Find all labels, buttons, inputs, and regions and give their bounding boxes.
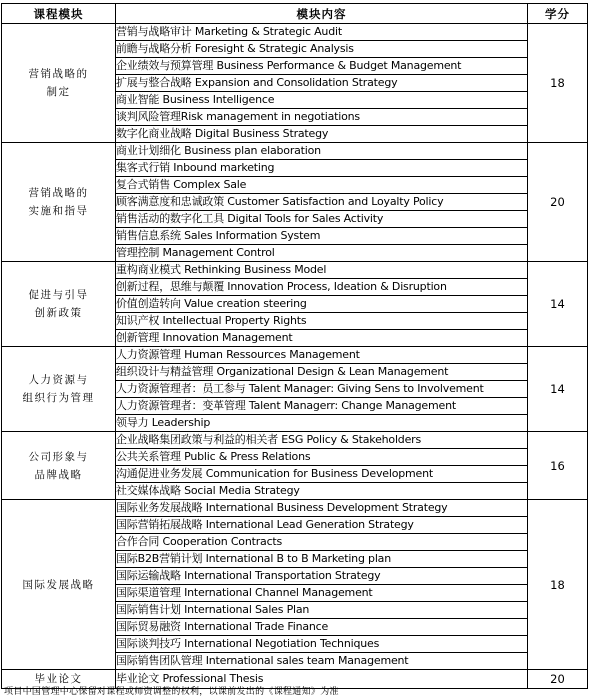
module-cell: 国际渠道管理 International Channel Management <box>116 585 528 602</box>
module-cell: 重构商业模式 Rethinking Business Model <box>116 262 528 279</box>
module-cell: 国际营销拓展战略 International Lead Generation Strategy <box>116 517 528 534</box>
credits-cell: 18 <box>528 500 588 670</box>
credits-cell: 14 <box>528 262 588 347</box>
module-cell: 领导力 Leadership <box>116 415 528 432</box>
category-cell <box>2 432 116 500</box>
module-cell: 组织设计与精益管理 Organizational Design & Lean Management <box>116 364 528 381</box>
module-cell: 企业绩效与预算管理 Business Performance & Budget Management <box>116 58 528 75</box>
module-cell: 国际销售团队管理 International sales team Management <box>116 653 528 670</box>
module-cell: 价值创造转向 Value creation steering <box>116 296 528 313</box>
category-label: 营销战略的 <box>28 187 89 199</box>
table-row <box>2 500 588 517</box>
table-row <box>2 143 588 160</box>
category-label: 创新政策 <box>34 307 83 319</box>
category-label: 公司形象与 <box>28 450 89 463</box>
module-cell: 企业战略集团政策与利益的相关者 ESG Policy & Stakeholders <box>116 432 528 449</box>
category-cell <box>2 143 116 262</box>
table-header-row <box>2 4 588 24</box>
footnote: 项目中国管理中心保留对课程或师资调整的权利，以课前发出的《课程通知》为准 <box>4 687 339 697</box>
category-label: 人力资源与 <box>28 374 89 386</box>
header-credits: 学分 <box>528 4 588 24</box>
category-cell <box>2 347 116 432</box>
module-cell: 销售活动的数字化工具 Digital Tools for Sales Activity <box>116 211 528 228</box>
module-cell: 创新管理 Innovation Management <box>116 330 528 347</box>
module-cell: 沟通促进业务发展 Communication for Business Development <box>116 466 528 483</box>
module-cell: 国际贸易融资 International Trade Finance <box>116 619 528 636</box>
category-cell <box>2 500 116 670</box>
module-cell: 数字化商业战略 Digital Business Strategy <box>116 126 528 143</box>
table-row <box>2 262 588 279</box>
module-cell: 人力资源管理 Human Ressources Management <box>116 347 528 364</box>
course-table <box>1 3 588 689</box>
module-cell: 国际运输战略 International Transportation Strategy <box>116 568 528 585</box>
table-row <box>2 24 588 41</box>
category-cell <box>2 24 116 143</box>
module-cell: 扩展与整合战略 Expansion and Consolidation Strategy <box>116 75 528 92</box>
module-cell: 国际销售计划 International Sales Plan <box>116 602 528 619</box>
module-cell: 合作合同 Cooperation Contracts <box>116 534 528 551</box>
module-cell: 公共关系管理 Public & Press Relations <box>116 449 528 466</box>
module-cell: 商业智能 Business Intelligence <box>116 92 528 109</box>
module-cell: 前瞻与战略分析 Foresight & Strategic Analysis <box>116 41 528 58</box>
module-cell: 商业计划细化 Business plan elaboration <box>116 143 528 160</box>
module-cell: 管理控制 Management Control <box>116 245 528 262</box>
module-cell: 人力资源管理者：员工参与 Talent Manager: Giving Sens to Involvement <box>116 381 528 398</box>
module-cell: 毕业论文 Professional Thesis <box>116 670 528 689</box>
category-label: 实施和指导 <box>28 205 89 217</box>
category-label: 毕业论文 <box>34 673 83 685</box>
module-cell: 国际谈判技巧 International Negotiation Techniques <box>116 636 528 653</box>
module-cell: 集客式行销 Inbound marketing <box>116 160 528 177</box>
module-cell: 国际业务发展战略 International Business Development Strategy <box>116 500 528 517</box>
header-content: 模块内容 <box>116 4 528 24</box>
table-row <box>2 432 588 449</box>
module-cell: 谈判风险管理Risk management in negotiations <box>116 109 528 126</box>
module-cell: 销售信息系统 Sales Information System <box>116 228 528 245</box>
credits-cell: 14 <box>528 347 588 432</box>
module-cell: 顾客满意度和忠诚政策 Customer Satisfaction and Loyalty Policy <box>116 194 528 211</box>
module-cell: 社交媒体战略 Social Media Strategy <box>116 483 528 500</box>
category-label: 品牌战略 <box>34 468 83 481</box>
credits-cell: 16 <box>528 432 588 500</box>
category-label: 国际发展战略 <box>22 578 95 591</box>
table-row <box>2 347 588 364</box>
category-label: 组织行为管理 <box>22 392 95 404</box>
category-cell <box>2 262 116 347</box>
module-cell: 营销与战略审计 Marketing & Strategic Audit <box>116 24 528 41</box>
module-cell: 人力资源管理者：变革管理 Talent Managerr: Change Management <box>116 398 528 415</box>
module-cell: 国际B2B营销计划 International B to B Marketing plan <box>116 551 528 568</box>
module-cell: 创新过程，思维与颠覆 Innovation Process, Ideation & Disruption <box>116 279 528 296</box>
table-body <box>2 24 588 689</box>
credits-cell: 18 <box>528 24 588 143</box>
module-cell: 知识产权 Intellectual Property Rights <box>116 313 528 330</box>
credits-cell: 20 <box>528 143 588 262</box>
header-category: 课程模块 <box>2 4 116 24</box>
module-cell: 复合式销售 Complex Sale <box>116 177 528 194</box>
category-label: 营销战略的 <box>28 68 89 80</box>
category-label: 制定 <box>46 86 71 98</box>
credits-cell: 20 <box>528 670 588 689</box>
category-label: 促进与引导 <box>28 289 89 301</box>
